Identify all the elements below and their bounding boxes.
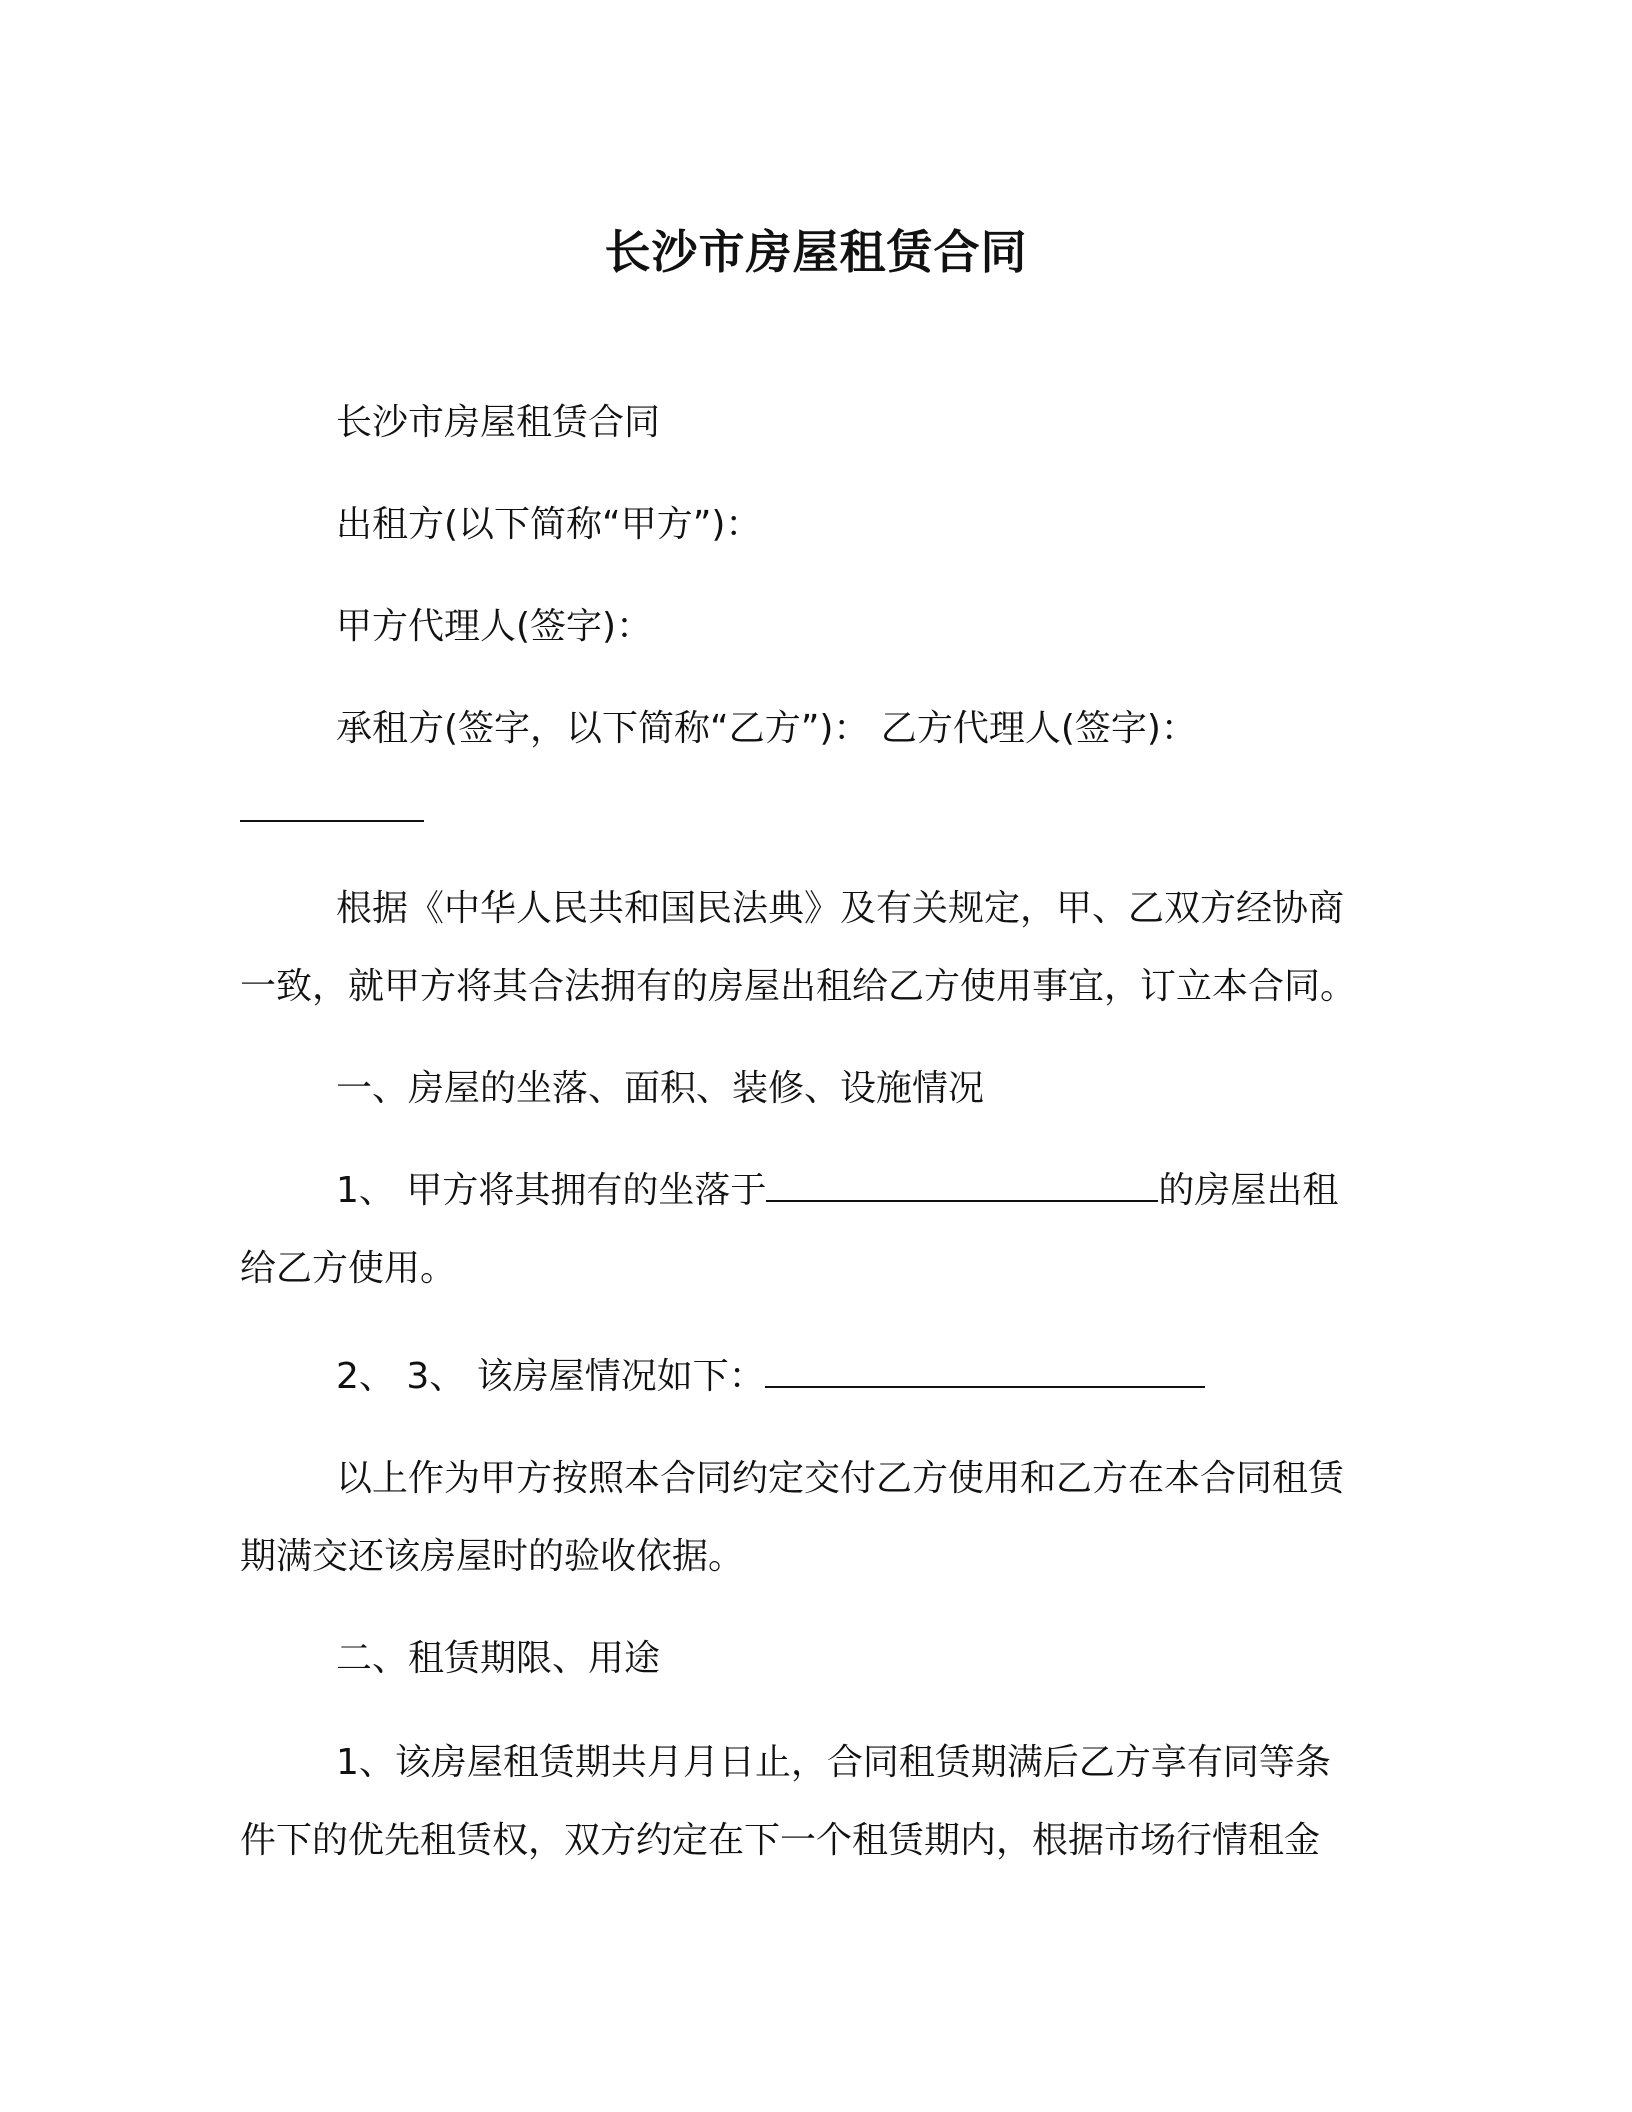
house-condition-blank[interactable]	[765, 1356, 1205, 1388]
acceptance-line-2: 期满交还该房屋时的验收依据。	[240, 1536, 745, 1577]
section-2-heading: 二、租赁期限、用途	[336, 1638, 661, 1679]
clause-1-2-text: 2、 3、 该房屋情况如下：	[336, 1356, 765, 1397]
clause-1-1-text: 1、 甲方将其拥有的坐落于	[336, 1170, 767, 1211]
clause-1-1-line	[336, 1166, 1338, 1216]
lessor-line: 出租方(以下简称“甲方”)：	[336, 504, 762, 545]
heading-line: 长沙市房屋租赁合同	[336, 402, 661, 443]
clause-1-1-continuation: 给乙方使用。	[240, 1248, 457, 1289]
clause-2-1-line-1: 1、该房屋租赁期共月月日止，合同租赁期满后乙方享有同等条	[336, 1742, 1331, 1783]
preamble-line-1: 根据《中华人民共和国民法典》及有关规定，甲、乙双方经协商	[336, 888, 1345, 929]
signature-blank[interactable]	[240, 790, 424, 822]
preamble-line-2: 一致，就甲方将其合法拥有的房屋出租给乙方使用事宜，订立本合同。	[240, 966, 1357, 1007]
signature-blank-line	[240, 786, 424, 836]
acceptance-line-1: 以上作为甲方按照本合同约定交付乙方使用和乙方在本合同租赁	[336, 1458, 1345, 1499]
location-blank[interactable]	[766, 1170, 1158, 1202]
clause-2-1-line-2: 件下的优先租赁权，双方约定在下一个租赁期内，根据市场行情租金	[240, 1820, 1321, 1861]
clause-1-2-line	[336, 1352, 1205, 1402]
lessee-line: 承租方(签字，以下简称“乙方”)： 乙方代理人(签字)：	[336, 708, 1197, 749]
clause-1-1-suffix: 的房屋出租	[1158, 1170, 1339, 1211]
section-1-heading: 一、房屋的坐落、面积、装修、设施情况	[336, 1068, 985, 1109]
lessor-agent-line: 甲方代理人(签字)：	[336, 606, 653, 647]
document-title: 长沙市房屋租赁合同	[604, 225, 1028, 279]
